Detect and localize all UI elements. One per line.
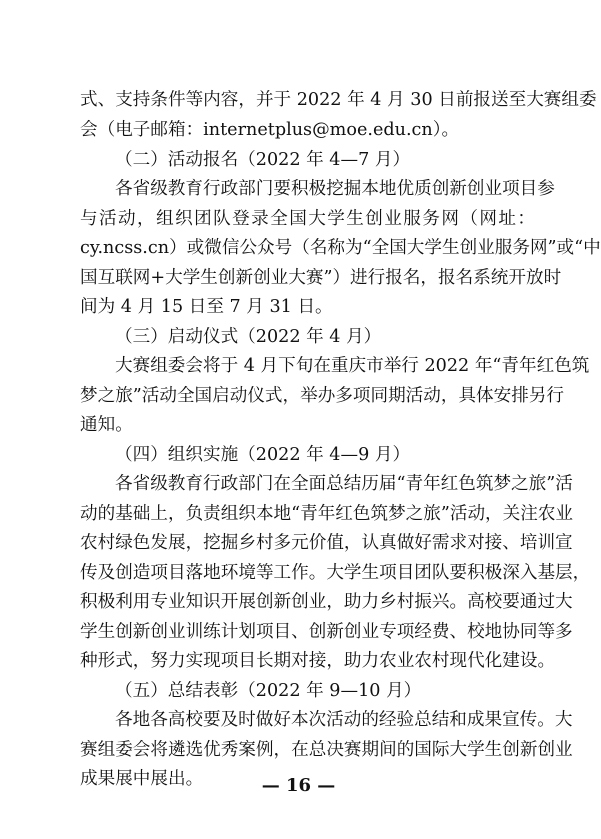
section-heading: （四）组织实施（2022 年 4—9 月） [115, 445, 411, 465]
body-text-line: 与活动，组织团队登录全国大学生创业服务网（网址： [80, 209, 535, 229]
body-text-line: 传及创造项目落地环境等工作。大学生项目团队要积极深入基层， [80, 563, 591, 583]
section-heading: （五）总结表彰（2022 年 9—10 月） [115, 681, 422, 701]
body-text-line: 学生创新创业训练计划项目、创新创业专项经费、校地协同等多 [80, 622, 573, 642]
body-text-line: 大赛组委会将于 4 月下旬在重庆市举行 2022 年“青年红色筑 [115, 356, 590, 376]
body-text-line: 国互联网+大学生创新创业大赛”）进行报名，报名系统开放时 [80, 268, 562, 288]
body-text-line: 种形式，努力实现项目长期对接，助力农业农村现代化建设。 [80, 651, 556, 671]
body-text-line: 各地各高校要及时做好本次活动的经验总结和成果宣传。大 [115, 710, 573, 730]
body-text-line: 动的基础上，负责组织本地“青年红色筑梦之旅”活动，关注农业 [80, 504, 574, 524]
body-text-line: 式、支持条件等内容，并于 2022 年 4 月 30 日前报送至大赛组委 [80, 90, 597, 110]
section-heading: （二）活动报名（2022 年 4—7 月） [115, 150, 411, 170]
body-text-line: 各省级教育行政部门要积极挖掘本地优质创新创业项目参 [115, 179, 555, 199]
body-text-line: 赛组委会将遴选优秀案例，在总决赛期间的国际大学生创新创业 [80, 740, 573, 760]
body-text-line: cy.ncss.cn）或微信公众号（名称为“全国大学生创业服务网”或“中 [80, 238, 601, 258]
body-text-line: 会（电子邮箱：internetplus@moe.edu.cn）。 [80, 120, 460, 140]
section-heading: （三）启动仪式（2022 年 4 月） [115, 327, 382, 347]
body-text-line: 各省级教育行政部门在全面总结历届“青年红色筑梦之旅”活 [115, 474, 573, 494]
body-text-line: 农村绿色发展，挖掘乡村多元价值，认真做好需求对接、培训宣 [80, 533, 573, 553]
page-number: — 16 — [261, 775, 336, 796]
body-text-line: 间为 4 月 15 日至 7 月 31 日。 [80, 297, 333, 317]
body-text-line: 梦之旅”活动全国启动仪式，举办多项同期活动，具体安排另行 [80, 386, 565, 406]
body-text-line: 成果展中展出。 [80, 769, 204, 789]
body-text-line: 通知。 [80, 415, 133, 435]
body-text-line: 积极利用专业知识开展创新创业，助力乡村振兴。高校要通过大 [80, 592, 573, 612]
